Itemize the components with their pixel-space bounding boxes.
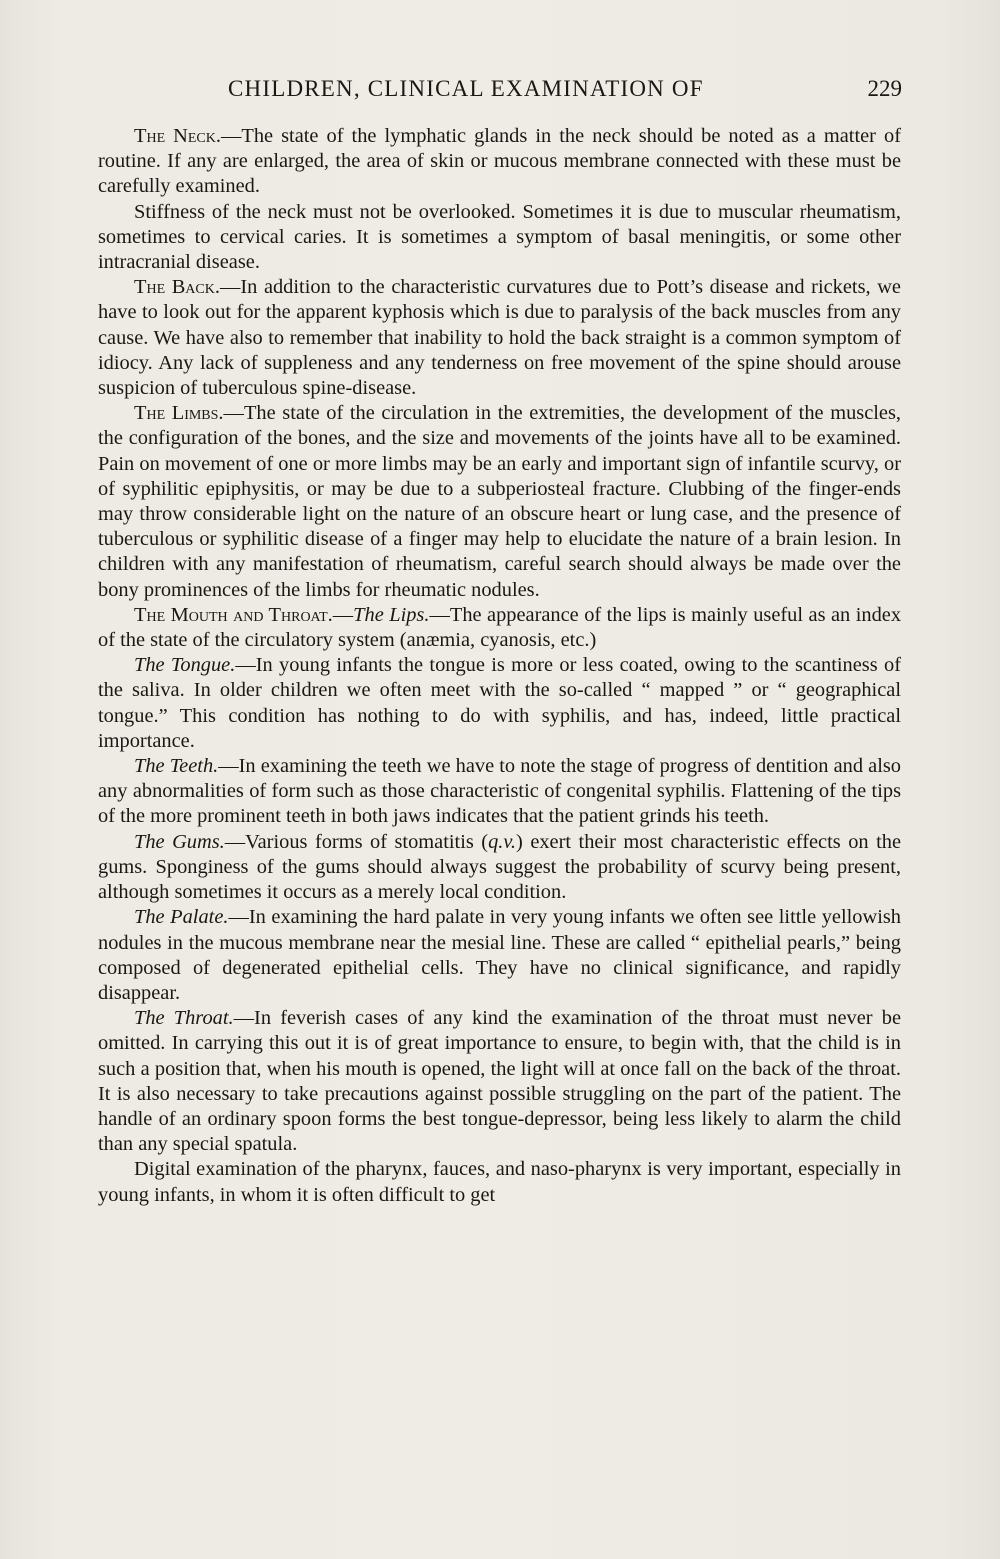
paragraph-text: —The state of the circulation in the extremities, the development of the muscles, the configuration of the bones, and the size and movements of the joints have all to be examined. Pain on movement of one or more limbs may be an early and important sign of infantile scurvy, or of syphilitic epiphysitis, or may be due to a subperiosteal fracture. Clubbing of the finger-ends may throw considerable light on the nature of an obscure heart or lung case, and the presence of tuberculous or syphilitic disease of a finger may help to elucidate the nature of a brain lesion. In children with any manifestation of rheumatism, careful search should always be made over the bony prominences of the limbs for rheumatic nodules. xyxy=(98,402,901,601)
page-number: 229 xyxy=(867,76,902,101)
paragraph-palate xyxy=(98,905,901,1006)
paragraph-text: —In feverish cases of any kind the examination of the throat must never be omitted. In carrying this out it is of great importance to ensure, to begin with, that the child is in such a position that, when his mouth is opened, the light will at once fall on the back of the throat. It is also necessary to take precautions against possible struggling on the part of the patient. The handle of an ordinary spoon forms the best tongue-depressor, being less likely to alarm the child than any special spatula. xyxy=(98,1007,901,1156)
section-heading-neck: The Neck. xyxy=(134,125,221,147)
paragraph-text: —In examining the teeth we have to note the stage of progress of dentition and also any abnormalities of form such as those characteristic of congenital syphilis. Flattening of the tips of the more prominent teeth in both jaws indicates that the patient grinds his teeth. xyxy=(98,755,901,828)
subheading-palate: The Palate. xyxy=(134,906,229,929)
paragraph-stiffness xyxy=(98,200,901,276)
subheading-tongue: The Tongue. xyxy=(134,654,236,677)
paragraph-text: —In young infants the tongue is more or less coated, owing to the scantiness of the saliva. In older children we often meet with the so-called “ mapped ” or “ geographical tongue.” This condition has nothing to do with syphilis, and has, indeed, little practical importance. xyxy=(98,654,901,752)
subheading-gums: The Gums. xyxy=(134,830,225,853)
paragraph-text: —Various forms of stomatitis ( xyxy=(224,830,489,853)
paragraph-back xyxy=(98,275,901,401)
paragraph-tongue xyxy=(98,653,901,754)
subheading-teeth: The Teeth. xyxy=(134,755,219,778)
paragraph-text: —The state of the lymphatic glands in the neck should be noted as a matter of routine. If any are enlarged, the area of skin or mucous membrane connected with these must be carefully examined. xyxy=(98,125,901,198)
paragraph-limbs xyxy=(98,401,901,603)
paragraph-text: —In addition to the characteristic curvatures due to Pott’s disease and rickets, we have to look out for the apparent kyphosis which is due to paralysis of the back muscles from any cause. We have also to remember that inability to hold the back straight is a common symptom of idiocy. Any lack of suppleness and any tenderness on free movement of the spine should arouse suspicion of tuberculous spine-disease. xyxy=(98,276,901,400)
paragraph-throat xyxy=(98,1006,901,1157)
section-heading-limbs: The Limbs. xyxy=(134,402,224,425)
paragraph-text: Stiffness of the neck must not be overlooked. Sometimes it is due to muscular rheumatism, sometimes to cervical caries. It is sometimes a symptom of basal meningitis, or some other intracranial disease. xyxy=(98,200,901,274)
heading-dash: — xyxy=(332,603,354,626)
body-text xyxy=(98,124,901,1208)
subheading-lips: The Lips. xyxy=(353,603,430,626)
paragraph-text: Digital examination of the pharynx, fauces, and naso-pharynx is very important, especially in young infants, in whom it is often difficult to get xyxy=(98,1158,901,1206)
paragraph-gums xyxy=(98,830,901,906)
section-heading-back: The Back. xyxy=(134,276,220,299)
paragraph-text: ) exert their most characteristic effects on the gums. Sponginess of the gums should always suggest the probability of scurvy being present, although sometimes it occurs as a merely local condition. xyxy=(98,830,901,904)
paragraph-text: —The appearance of the lips is mainly useful as an index of the state of the circulatory system (anæmia, cyanosis, etc.) xyxy=(98,603,902,652)
paragraph-digital-examination xyxy=(98,1157,901,1207)
paragraph-teeth xyxy=(98,754,901,830)
paragraph-neck xyxy=(98,124,901,200)
section-heading-mouth-throat: The Mouth and Throat. xyxy=(134,603,333,626)
paragraph-text: —In examining the hard palate in very young infants we often see little yellowish nodules in the mucous membrane near the mesial line. These are called “ epithelial pearls,” being composed of degenerated epithelial cells. They have no clinical significance, and rapidly disappear. xyxy=(98,906,901,1004)
subheading-throat: The Throat. xyxy=(134,1007,234,1030)
page-header xyxy=(98,72,902,106)
paragraph-lips xyxy=(98,603,901,653)
running-title: CHILDREN, CLINICAL EXAMINATION OF xyxy=(228,76,704,101)
cross-reference: q.v. xyxy=(488,830,517,853)
